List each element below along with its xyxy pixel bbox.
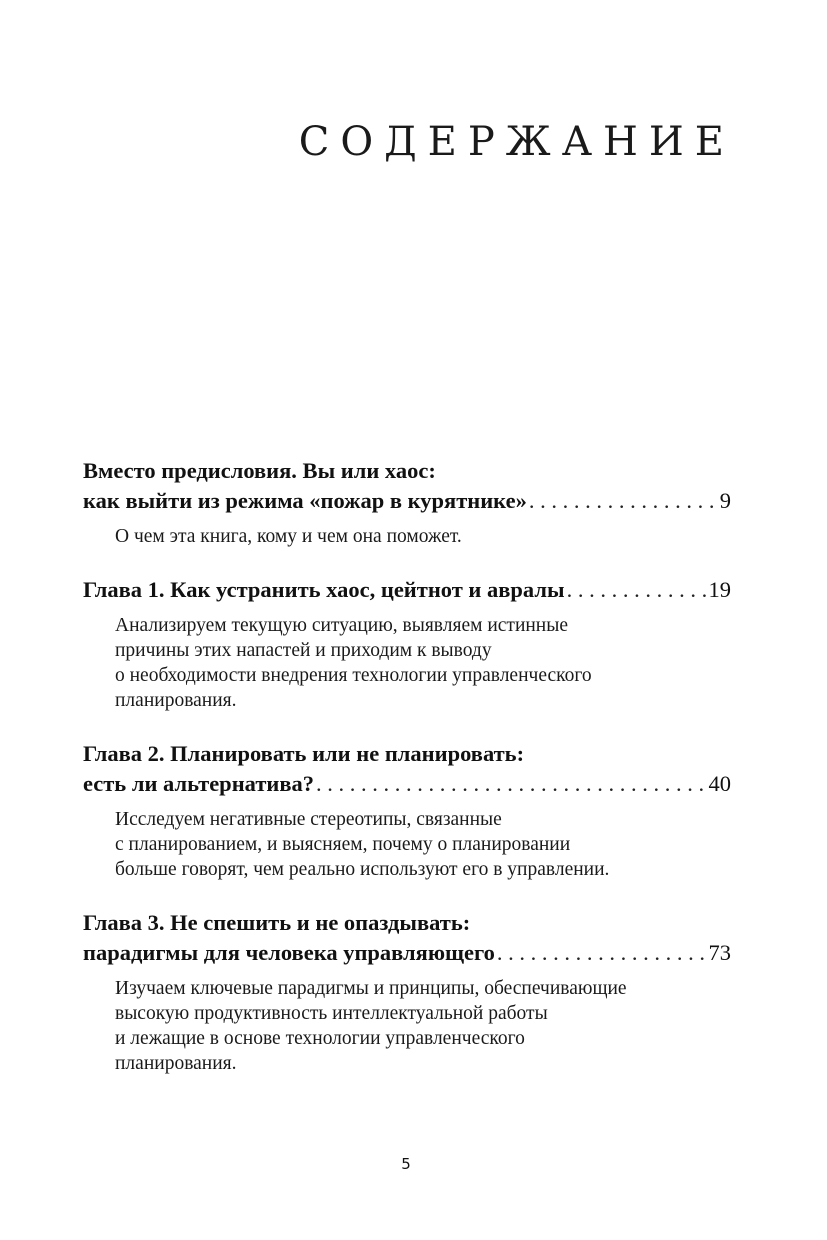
dot-leader <box>316 769 707 799</box>
entry-page-number: 9 <box>719 488 731 513</box>
toc-entry-chapter-3[interactable] <box>83 908 731 1076</box>
description-line: с планированием, и выясняем, почему о планировании <box>115 834 571 855</box>
entry-heading-final-line <box>83 575 731 605</box>
description-line: высокую продуктивность интеллектуальной работы <box>115 1003 548 1024</box>
description-line: Изучаем ключевые парадигмы и принципы, обеспечивающие <box>115 978 627 999</box>
entry-heading-final-line <box>83 769 731 799</box>
dot-leader <box>529 486 718 516</box>
toc-entry-preface[interactable] <box>83 456 731 549</box>
entry-heading-text: есть ли альтернатива? <box>83 771 314 796</box>
page-number: 5 <box>401 1155 411 1173</box>
entry-heading-line: Вместо предисловия. Вы или хаос: <box>83 458 436 483</box>
description-line: планирования. <box>115 690 237 711</box>
entry-heading-line: Глава 2. Планировать или не планировать: <box>83 741 525 766</box>
description-line: о необходимости внедрения технологии управленческого <box>115 665 592 686</box>
page-title: СОДЕРЖАНИЕ <box>298 119 735 165</box>
entry-heading-text: Глава 1. Как устранить хаос, цейтнот и авралы <box>83 577 565 602</box>
entry-heading-text: как выйти из режима «пожар в курятнике» <box>83 488 527 513</box>
description-line: планирования. <box>115 1053 237 1074</box>
dot-leader <box>497 938 707 968</box>
entry-description <box>83 807 731 882</box>
description-line: Исследуем негативные стереотипы, связанные <box>115 809 502 830</box>
entry-heading-line: Глава 3. Не спешить и не опаздывать: <box>83 910 471 935</box>
description-line: Анализируем текущую ситуацию, выявляем истинные <box>115 615 569 636</box>
entry-heading-text: парадигмы для человека управляющего <box>83 940 495 965</box>
entry-description <box>83 976 731 1076</box>
toc-entry-chapter-1[interactable] <box>83 575 731 713</box>
description-line: больше говорят, чем реально используют его в управлении. <box>115 859 610 880</box>
entry-description <box>83 524 731 549</box>
dot-leader <box>567 575 707 605</box>
entry-page-number: 73 <box>708 940 731 965</box>
table-of-contents <box>83 456 731 1102</box>
description-line: и лежащие в основе технологии управленческого <box>115 1028 525 1049</box>
description-line: О чем эта книга, кому и чем она поможет. <box>115 526 462 547</box>
toc-entry-chapter-2[interactable] <box>83 739 731 882</box>
description-line: причины этих напастей и приходим к выводу <box>115 640 492 661</box>
entry-heading-final-line <box>83 938 731 968</box>
entry-heading-final-line <box>83 486 731 516</box>
entry-description <box>83 613 731 713</box>
entry-page-number: 19 <box>708 577 731 602</box>
entry-page-number: 40 <box>708 771 731 796</box>
